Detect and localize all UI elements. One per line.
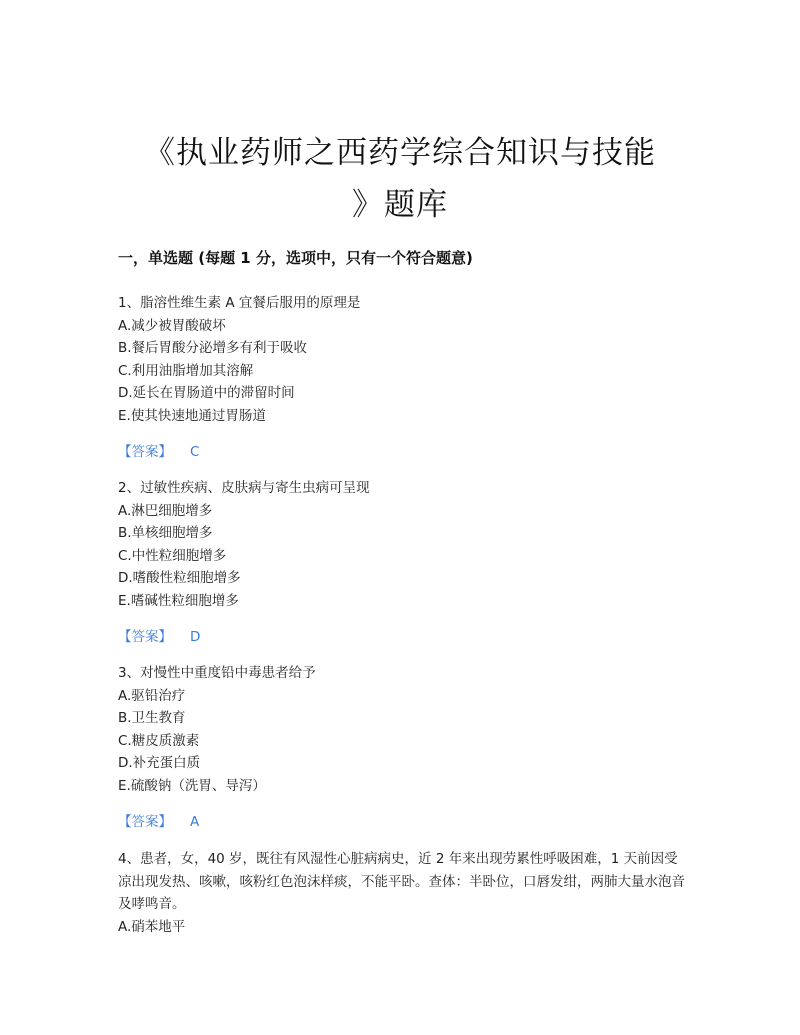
- option-b: B.单核细胞增多: [118, 525, 213, 541]
- section-heading: 一，单选题 (每题 1 分，选项中，只有一个符合题意): [118, 249, 473, 267]
- answer-3: [118, 811, 199, 833]
- option-e: E.使其快速地通过胃肠道: [118, 407, 266, 424]
- answer-2: [118, 626, 200, 648]
- option-d: D.延长在胃肠道中的滞留时间: [118, 385, 295, 401]
- question-3: [118, 662, 688, 797]
- answer-1: [118, 441, 199, 463]
- document-title: [100, 127, 700, 231]
- answer-value: C: [190, 444, 200, 460]
- answer-label: 【答案】: [118, 629, 172, 645]
- option-a: A.驱铅治疗: [118, 687, 186, 704]
- document-title-line-1: 《执业药师之西药学综合知识与技能: [144, 134, 656, 171]
- option-b: B.卫生教育: [118, 710, 186, 726]
- option-b: B.餐后胃酸分泌增多有利于吸收: [118, 340, 308, 356]
- option-d: D.嗜酸性粒细胞增多: [118, 570, 241, 586]
- answer-value: D: [190, 629, 201, 645]
- question-1: [118, 292, 688, 427]
- answer-value: A: [190, 814, 200, 830]
- option-c: C.糖皮质激素: [118, 732, 200, 749]
- question-stem: 2、过敏性疾病、皮肤病与寄生虫病可呈现: [118, 480, 370, 496]
- question-stem: 3、对慢性中重度铅中毒患者给予: [118, 665, 316, 681]
- question-4: [118, 848, 688, 938]
- question-stem: 4、患者，女，40 岁，既往有风湿性心脏病病史，近 2 年来出现劳累性呼吸困难，1 天前因受凉出现发热、咳嗽，咳粉红色泡沫样痰，不能平卧。查体：半卧位，口唇发绀，两肺大量水泡音及哮鸣音。: [118, 851, 685, 912]
- option-a: A.淋巴细胞增多: [118, 502, 213, 519]
- document-title-line-2: 》题库: [352, 186, 448, 223]
- question-stem: 1、脂溶性维生素 A 宜餐后服用的原理是: [118, 295, 361, 311]
- option-e: E.硫酸钠（洗胃、导泻）: [118, 777, 266, 794]
- question-2: [118, 477, 688, 612]
- option-e: E.嗜碱性粒细胞增多: [118, 592, 239, 609]
- option-c: C.利用油脂增加其溶解: [118, 362, 254, 379]
- option-a: A.减少被胃酸破坏: [118, 317, 226, 334]
- answer-label: 【答案】: [118, 814, 172, 830]
- option-a: A.硝苯地平: [118, 918, 186, 935]
- answer-label: 【答案】: [118, 444, 172, 460]
- option-c: C.中性粒细胞增多: [118, 547, 227, 564]
- option-d: D.补充蛋白质: [118, 755, 201, 771]
